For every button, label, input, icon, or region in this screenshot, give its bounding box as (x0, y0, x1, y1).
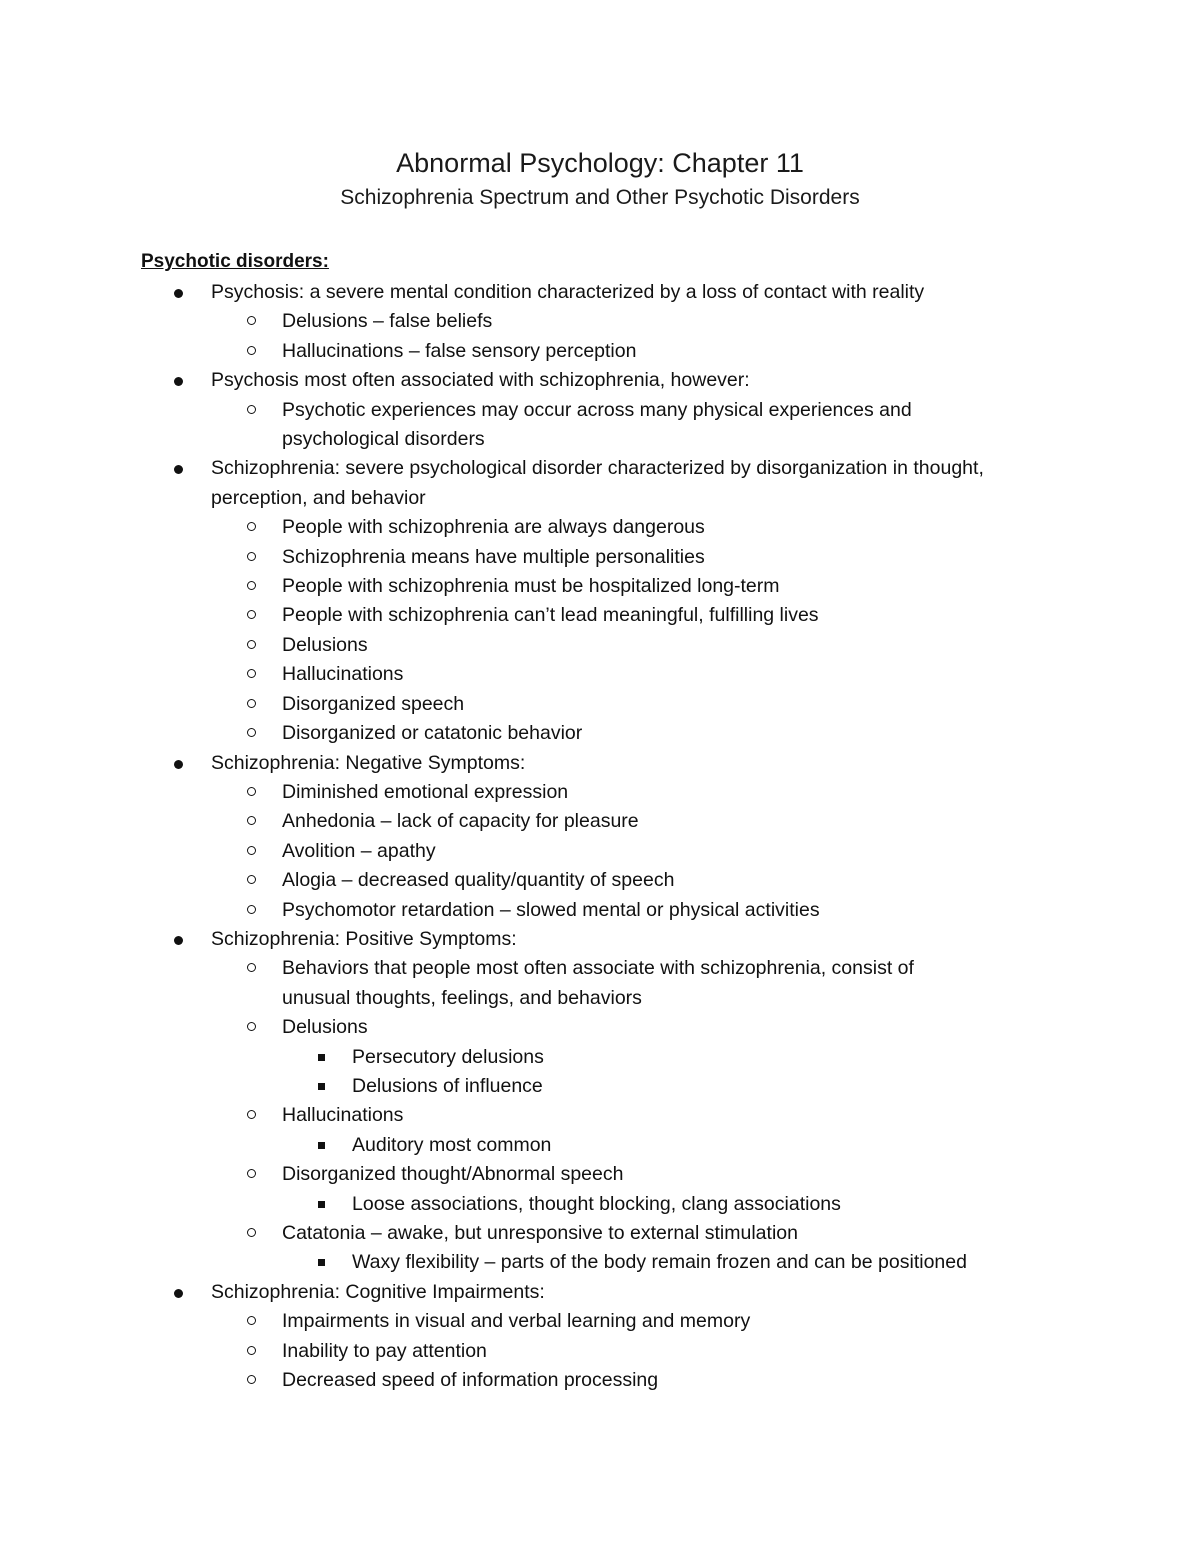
outline-item-text: Hallucinations (282, 1104, 404, 1127)
outline-item-level-1 (0, 749, 1200, 778)
hollow-circle-bullet-icon (247, 1228, 256, 1237)
outline-item-level-2 (0, 1366, 1200, 1395)
square-bullet-icon (318, 1142, 325, 1149)
outline-item-text: Diminished emotional expression (282, 780, 569, 803)
outline-item-text: Delusions (282, 1016, 368, 1039)
hollow-circle-bullet-icon (247, 640, 256, 649)
outline-item-level-2 (0, 572, 1200, 601)
outline-item-text: Delusions of influence (352, 1074, 543, 1097)
outline-item-level-3 (0, 1043, 1200, 1072)
outline-item-level-2 (0, 954, 1200, 983)
hollow-circle-bullet-icon (247, 581, 256, 590)
outline-item-text: Decreased speed of information processing (282, 1369, 659, 1392)
hollow-circle-bullet-icon (247, 846, 256, 855)
outline-item-text: Psychotic experiences may occur across many physical experiences and (282, 398, 912, 421)
outline-item-level-3 (0, 1131, 1200, 1160)
outline-item-text: Avolition – apathy (282, 839, 436, 862)
outline-item-level-1 (0, 278, 1200, 307)
outline-item-level-2 (0, 631, 1200, 660)
outline-item-text: Impairments in visual and verbal learning and memory (282, 1310, 751, 1333)
outline-item-level-2 (0, 660, 1200, 689)
outline-item-text: Alogia – decreased quality/quantity of speech (282, 869, 675, 892)
outline-item-text: Psychosis most often associated with schizophrenia, however: (211, 369, 750, 392)
outline-item-text: Delusions – false beliefs (282, 310, 493, 333)
outline-item-text: Hallucinations – false sensory perception (282, 339, 637, 362)
outline-item-level-2 (0, 690, 1200, 719)
outline-item-level-1 (0, 454, 1200, 483)
outline-item-level-1 (0, 366, 1200, 395)
outline-item-text: Schizophrenia: severe psychological disorder characterized by disorganization in thought, (211, 457, 984, 480)
outline-item-level-1 (0, 1278, 1200, 1307)
outline-item-text: Hallucinations (282, 663, 404, 686)
hollow-circle-bullet-icon (247, 905, 256, 914)
outline-item-level-1 (0, 925, 1200, 954)
outline-item-level-2 (0, 807, 1200, 836)
hollow-circle-bullet-icon (247, 787, 256, 796)
outline-item-level-2 (0, 1101, 1200, 1130)
outline-item-text: Disorganized or catatonic behavior (282, 722, 583, 745)
outline-item-text: unusual thoughts, feelings, and behaviors (282, 986, 642, 1009)
outline-item-text: Anhedonia – lack of capacity for pleasure (282, 810, 639, 833)
outline-item-level-2 (0, 1307, 1200, 1336)
outline-item-text: Psychomotor retardation – slowed mental or physical activities (282, 898, 820, 921)
outline-item-text: Disorganized speech (282, 692, 465, 715)
filled-bullet-icon (174, 289, 183, 298)
outline-item-text: People with schizophrenia must be hospitalized long-term (282, 575, 780, 598)
outline-item-level-1 (0, 484, 1200, 513)
outline-item-level-2 (0, 837, 1200, 866)
filled-bullet-icon (174, 1289, 183, 1298)
outline-item-level-2 (0, 778, 1200, 807)
hollow-circle-bullet-icon (247, 1375, 256, 1384)
outline-item-level-2 (0, 513, 1200, 542)
outline-item-level-2 (0, 1337, 1200, 1366)
outline-item-text: Schizophrenia: Negative Symptoms: (211, 751, 526, 774)
outline-item-level-2 (0, 396, 1200, 425)
document-title: Abnormal Psychology: Chapter 11 (396, 148, 804, 178)
outline-item-level-2 (0, 601, 1200, 630)
outline-item-level-2 (0, 1013, 1200, 1042)
document-subtitle: Schizophrenia Spectrum and Other Psychotic Disorders (340, 186, 860, 209)
outline-item-text: Catatonia – awake, but unresponsive to external stimulation (282, 1222, 798, 1244)
outline-item-level-2 (0, 543, 1200, 572)
outline-item-text: psychological disorders (282, 428, 485, 451)
outline-item-level-2 (0, 719, 1200, 748)
square-bullet-icon (318, 1201, 325, 1208)
outline-item-level-2 (0, 866, 1200, 895)
outline-item-text: Schizophrenia means have multiple personalities (282, 545, 705, 568)
outline-item-level-2 (0, 896, 1200, 925)
outline-item-level-3 (0, 1190, 1200, 1219)
outline-item-text: Persecutory delusions (352, 1045, 544, 1068)
outline-item-text: People with schizophrenia are always dangerous (282, 516, 705, 539)
hollow-circle-bullet-icon (247, 552, 256, 561)
outline-item-level-3 (0, 1248, 1200, 1277)
outline-item-text: Waxy flexibility – parts of the body remain frozen and can be positioned (352, 1251, 967, 1274)
outline-item-text: Disorganized thought/Abnormal speech (282, 1163, 624, 1186)
square-bullet-icon (318, 1083, 325, 1090)
outline-item-text: Schizophrenia: Cognitive Impairments: (211, 1280, 545, 1303)
outline-item-text: Behaviors that people most often associate with schizophrenia, consist of (282, 957, 914, 980)
outline-item-text: Auditory most common (352, 1133, 552, 1156)
outline-item-level-3 (0, 1072, 1200, 1101)
outline-item-text: Inability to pay attention (282, 1339, 487, 1362)
outline-item-text: Psychosis: a severe mental condition characterized by a loss of contact with reality (211, 281, 925, 303)
outline-item-level-2 (0, 1160, 1200, 1189)
hollow-circle-bullet-icon (247, 405, 256, 414)
outline-item-level-2 (0, 1219, 1200, 1248)
outline-item-text: People with schizophrenia can’t lead meaningful, fulfilling lives (282, 604, 819, 627)
hollow-circle-bullet-icon (247, 346, 256, 355)
section-heading: Psychotic disorders: (141, 251, 329, 272)
square-bullet-icon (318, 1054, 325, 1061)
outline-item-level-2 (0, 337, 1200, 366)
outline-item-level-2 (0, 425, 1200, 454)
outline-item-level-2 (0, 984, 1200, 1013)
outline-item-text: Loose associations, thought blocking, clang associations (352, 1192, 841, 1215)
outline-item-text: Schizophrenia: Positive Symptoms: (211, 927, 517, 950)
filled-bullet-icon (174, 760, 183, 769)
hollow-circle-bullet-icon (247, 699, 256, 708)
square-bullet-icon (318, 1259, 325, 1266)
filled-bullet-icon (174, 936, 183, 945)
outline-list (0, 278, 1200, 1395)
outline-item-text: Delusions (282, 633, 368, 656)
hollow-circle-bullet-icon (247, 1346, 256, 1355)
outline-item-level-2 (0, 307, 1200, 336)
outline-item-text: perception, and behavior (211, 486, 426, 509)
